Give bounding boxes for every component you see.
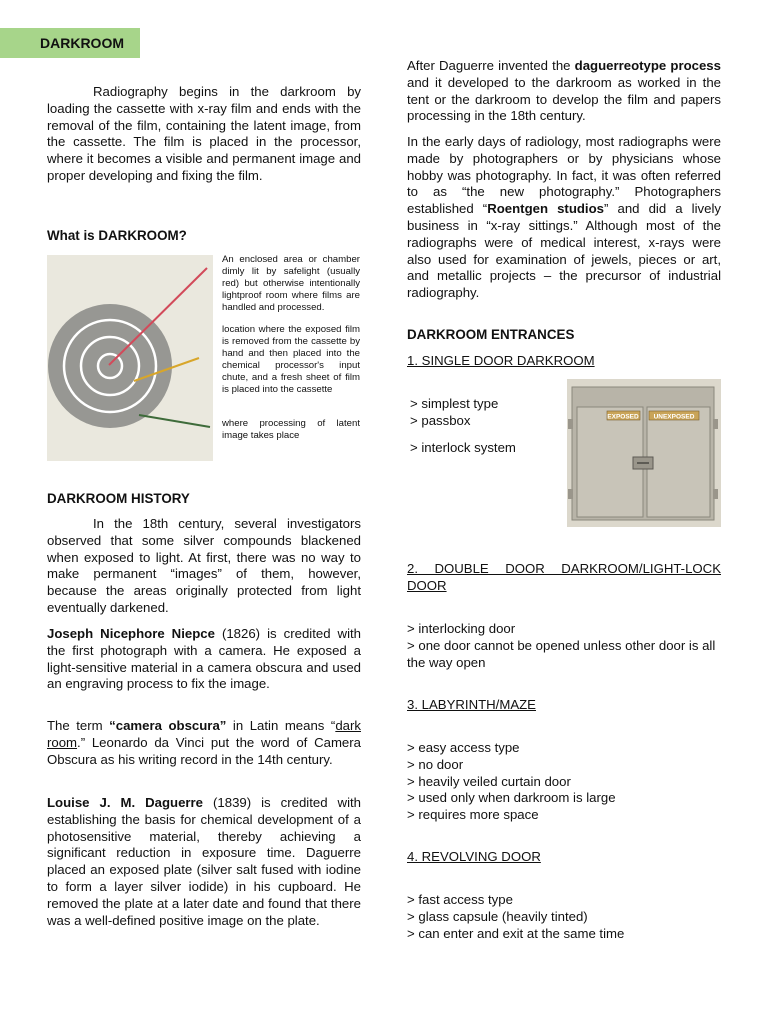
list-item: > simplest type xyxy=(410,396,499,411)
passbox-illustration xyxy=(567,379,721,527)
what-is-heading: What is DARKROOM? xyxy=(47,228,187,243)
camera-obscura-paragraph xyxy=(47,718,361,768)
history-heading: DARKROOM HISTORY xyxy=(47,491,190,506)
double-door-title: 2. DOUBLE DOOR DARKROOM/LIGHT-LOCK DOOR xyxy=(407,561,721,593)
history-paragraph-1: In the 18th century, several investigators observed that some silver compounds blackened when exposed to light. At first, there was no way to make permanent “images” of them, however, because the areas originally protected from light eventually darkened. xyxy=(47,516,361,615)
list-item: > easy access type xyxy=(407,740,520,755)
labyrinth-title: 3. LABYRINTH/MAZE xyxy=(407,697,536,712)
exposed-label: EXPOSED xyxy=(607,413,639,421)
early-radiology-paragraph xyxy=(407,134,721,302)
labyrinth-list xyxy=(407,740,616,824)
daguerreotype-term: daguerreotype process xyxy=(574,58,721,73)
revolving-door-list xyxy=(407,892,624,942)
unexposed-label: UNEXPOSED xyxy=(653,413,695,421)
list-item: > fast access type xyxy=(407,892,513,907)
niepce-name: Joseph Nicephore Niepce xyxy=(47,626,215,641)
term-text-b: in Latin means “ xyxy=(226,718,336,733)
list-item: > no door xyxy=(407,756,464,772)
single-door-title: 1. SINGLE DOOR DARKROOM xyxy=(407,353,595,368)
target-diagram xyxy=(47,255,213,461)
early-radiology-text-b: ” and did a lively business in “x-ray sittings.” Although most of the radiographs were of medical interest, x-rays were also used for examination of jewels, pieces or art, and metallic projects – the precursor of industrial radiography. xyxy=(407,201,721,301)
revolving-door-title: 4. REVOLVING DOOR xyxy=(407,849,541,864)
daguerreotype-text-b: and it developed to the darkroom as worked in the tent or the darkroom to develop the film and papers processing in the 18th century. xyxy=(407,74,721,124)
list-item: > passbox xyxy=(410,412,471,428)
list-item: > interlock system xyxy=(410,439,516,455)
daguerre-text: (1839) is credited with establishing the basis for chemical development of a photosensitive material, thereby achieving a significant reduction in exposure time. Daguerre placed an exposed plate (silver salt fused with iodine to form a layer silver iodide) in his cupboard. He removed the plate at a later date and found that there was a well-defined positive image on the plate. xyxy=(47,795,362,928)
daguerre-paragraph xyxy=(47,795,361,929)
early-radiology-text-a: In the early days of radiology, most radiographs were made by photographers or by physicians whose hobby was photography. In fact, it was often referred to as “the new photography.” Photographers established “ xyxy=(407,134,721,217)
list-item: > glass capsule (heavily tinted) xyxy=(407,908,588,924)
dark-room-link[interactable]: dark room xyxy=(47,718,361,750)
definition-2: location where the exposed film is removed from the cassette by hand and then placed into the chemical processor's input chute, and a fresh sheet of film is placed into the cassette xyxy=(222,324,360,395)
definition-1: An enclosed area or chamber dimly lit by safelight (usually red) but otherwise intentionally lightproof room where films are handled and processed. xyxy=(222,254,360,313)
target-outer-disc xyxy=(48,304,172,428)
list-item: > heavily veiled curtain door xyxy=(407,773,571,789)
pointer-line-green xyxy=(139,415,210,427)
list-item: > requires more space xyxy=(407,807,539,823)
double-door-list xyxy=(407,621,721,671)
list-item: > one door cannot be opened unless other door is all the way open xyxy=(407,637,716,670)
entrances-heading: DARKROOM ENTRANCES xyxy=(407,327,575,342)
roentgen-studios-term: Roentgen studios xyxy=(487,201,604,217)
darkroom-target-figure xyxy=(47,255,213,461)
passbox-photo xyxy=(567,379,721,527)
term-text-c: .” Leonardo da Vinci put the word of Camera Obscura as his writing record in the 14th century. xyxy=(47,734,361,767)
definition-3: where processing of latent image takes place xyxy=(222,418,360,441)
camera-obscura-term: “camera obscura” xyxy=(109,718,227,733)
daguerre-name: Louise J. M. Daguerre xyxy=(47,795,204,810)
intro-paragraph: Radiography begins in the darkroom by loading the cassette with x-ray film and ends with the removal of the film, containing the latent image, from the cassette. The film is placed in the processor, where it becomes a visible and permanent image and proper developing and fixing the film. xyxy=(47,84,361,183)
niepce-paragraph xyxy=(47,626,361,693)
term-text-a: The term xyxy=(47,718,110,733)
daguerreotype-text-a: After Daguerre invented the xyxy=(407,58,575,73)
niepce-text: (1826) is credited with the first photograph with a camera. He exposed a light-sensitive material in a camera obscura and used an engraving process to fix the image. xyxy=(47,626,362,692)
section-tag: DARKROOM xyxy=(0,28,140,58)
list-item: > interlocking door xyxy=(407,621,516,636)
single-door-list xyxy=(410,396,516,456)
list-item: > can enter and exit at the same time xyxy=(407,925,625,941)
list-item: > used only when darkroom is large xyxy=(407,790,616,806)
daguerreotype-paragraph xyxy=(407,58,721,125)
